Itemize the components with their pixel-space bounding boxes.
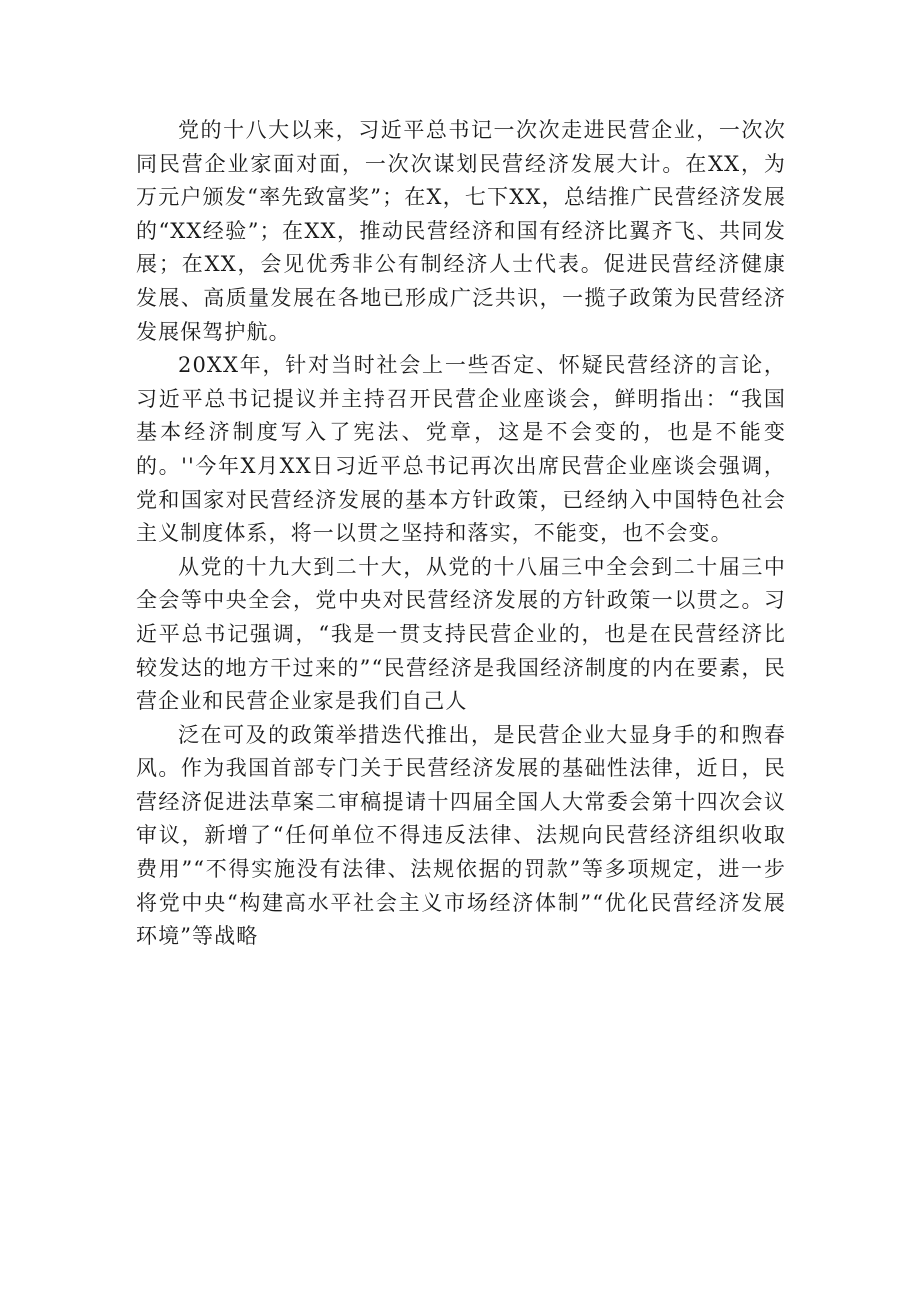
paragraph-4: 泛在可及的政策举措迭代推出，是民营企业大显身手的和煦春风。作为我国首部专门关于民营经济发展的基础性法律，近日，民营经济促进法草案二审稿提请十四届全国人大常委会第十四次会议审议，新增了“任何单位不得违反法律、法规向民营经济组织收取费用”“不得实施没有法律、法规依据的罚款”等多项规定，进一步将党中央“构建高水平社会主义市场经济体制”“优化民营经济发展环境”等战略 (136, 722, 786, 949)
paragraph-1: 党的十八大以来，习近平总书记一次次走进民营企业，一次次同民营企业家面对面，一次次谋划民营经济发展大计。在XX，为万元户颁发“率先致富奖”；在X，七下XX，总结推广民营经济发展的“XX经验”；在XX，推动民营经济和国有经济比翼齐飞、共同发展；在XX，会见优秀非公有制经济人士代表。促进民营经济健康发展、高质量发展在各地已形成广泛共识，一揽子政策为民营经济发展保驾护航。 (136, 118, 786, 344)
paragraph-3: 从党的十九大到二十大，从党的十八届三中全会到二十届三中全会等中央全会，党中央对民营经济发展的方针政策一以贯之。习近平总书记强调，“我是一贯支持民营企业的，也是在民营经济比较发达的地方干过来的”“民营经济是我国经济制度的内在要素，民营企业和民营企业家是我们自己人 (136, 554, 786, 714)
document-body (136, 114, 786, 954)
paragraph-2: 20XX年，针对当时社会上一些否定、怀疑民营经济的言论，习近平总书记提议并主持召开民营企业座谈会，鲜明指出：“我国基本经济制度写入了宪法、党章，这是不会变的，也是不能变的。''今年X月XX日习近平总书记再次出席民营企业座谈会强调，党和国家对民营经济发展的基本方针政策，已经纳入中国特色社会主义制度体系，将一以贯之坚持和落实，不能变，也不会变。 (136, 353, 786, 546)
